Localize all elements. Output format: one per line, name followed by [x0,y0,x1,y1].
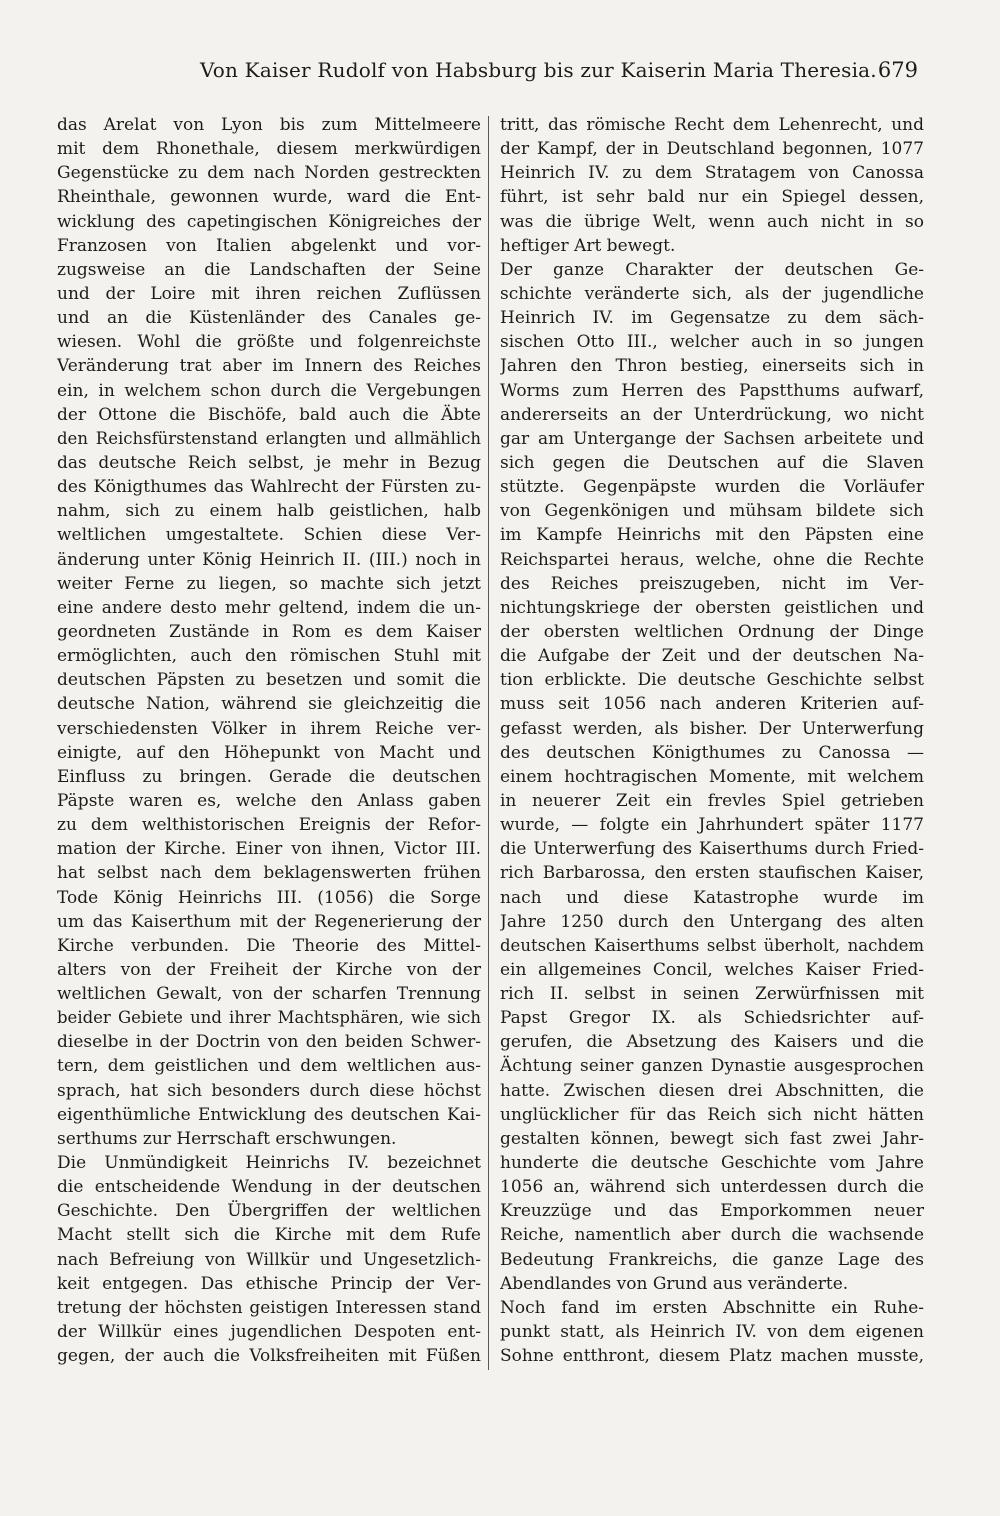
text-line: ein allgemeines Concil, welches Kaiser Fried- [500,959,924,980]
text-line: tern, dem geistlichen und dem weltlichen aus- [57,1056,481,1077]
text-line: mation der Kirche. Einer von ihnen, Victor III. [57,839,481,860]
text-line: was die übrige Welt, wenn auch nicht in so [500,211,924,232]
text-line: keit entgegen. Das ethische Princip der Ver- [57,1273,481,1294]
text-line: das deutsche Reich selbst, je mehr in Bezug [57,452,481,473]
text-line: Heinrich IV. im Gegensatze zu dem säch- [500,308,924,329]
text-line: tion erblickte. Die deutsche Geschichte selbst [500,670,924,691]
text-line: sischen Otto III., welcher auch in so jungen [500,332,924,353]
text-line: Abendlandes von Grund aus veränderte. [500,1273,849,1294]
text-line: weltlichen Gewalt, von der scharfen Trennung [57,984,481,1005]
text-line: Päpste waren es, welche den Anlass gaben [57,790,481,811]
text-line: wicklung des capetingischen Königreiches der [57,211,481,232]
text-line: änderung unter König Heinrich II. (III.) noch in [57,549,481,570]
text-line: einem hochtragischen Momente, mit welchem [500,766,924,787]
text-line: nichtungskriege der obersten geistlichen und [500,597,924,618]
text-line: sich gegen die Deutschen auf die Slaven [500,452,924,473]
text-line: mit dem Rhonethale, diesem merkwürdigen [57,139,481,160]
text-line: das Arelat von Lyon bis zum Mittelmeere [57,115,481,135]
text-line: gegen, der auch die Volksfreiheiten mit Füßen [57,1346,481,1367]
text-line: eigenthümliche Entwicklung des deutschen Kai- [57,1104,481,1125]
text-line: Franzosen von Italien abgelenkt und vor- [57,235,481,256]
text-line: alters von der Freiheit der Kirche von der [57,959,481,980]
text-line: hunderte die deutsche Geschichte vom Jahre [500,1153,924,1174]
text-line: Tode König Heinrichs III. (1056) die Sorge [57,887,481,908]
text-line: wiesen. Wohl die größte und folgenreichste [57,332,481,353]
text-line: Jahren den Thron bestieg, einerseits sich in [500,356,924,377]
text-line: Reichspartei heraus, welche, ohne die Rechte [500,549,924,570]
text-line: verschiedensten Völker in ihrem Reiche ver- [57,718,481,739]
text-line: weltlichen umgestaltete. Schien diese Ver- [57,525,481,546]
text-line: Bedeutung Frankreichs, die ganze Lage des [500,1249,924,1270]
text-line: gestalten können, bewegt sich fast zwei Jahr- [500,1128,924,1149]
text-line: Kirche verbunden. Die Theorie des Mittel- [57,935,481,956]
text-line: und der Loire mit ihren reichen Zuflüssen [57,283,481,304]
page-number: 679 [877,58,918,82]
text-line: zugsweise an die Landschaften der Seine [57,259,481,280]
text-line: Rheinthale, gewonnen wurde, ward die Ent- [57,187,481,208]
column-divider [488,116,489,1370]
text-line: Macht stellt sich die Kirche mit dem Rufe [57,1225,481,1246]
text-line: des Königthumes das Wahlrecht der Fürsten zu- [57,477,481,498]
text-line: sprach, hat sich besonders durch diese höchst [57,1080,481,1101]
text-line: in neuerer Zeit ein frevles Spiel getrieben [500,790,924,811]
text-line: tritt, das römische Recht dem Lehenrecht, und [500,115,924,135]
text-line: die Aufgabe der Zeit und der deutschen Na- [500,646,924,667]
text-line: dieselbe in der Doctrin von den beiden Schwer- [57,1032,481,1053]
text-line: rich II. selbst in seinen Zerwürfnissen mit [500,984,924,1005]
text-line: der obersten weltlichen Ordnung der Dinge [500,621,924,642]
text-line: nahm, sich zu einem halb geistlichen, halb [57,501,481,522]
text-line: serthums zur Herrschaft erschwungen. [57,1128,397,1149]
text-line: Veränderung trat aber im Innern des Reiches [57,356,481,377]
text-line: tretung der höchsten geistigen Interessen stand [57,1297,481,1318]
text-line: beider Gebiete und ihrer Machtsphären, wie sich [57,1008,481,1028]
text-line: Einfluss zu bringen. Gerade die deutschen [57,766,481,787]
text-line: unglücklicher für das Reich sich nicht hätten [500,1104,924,1125]
text-line: Geschichte. Den Übergriffen der weltlichen [57,1201,481,1222]
running-head-title: Von Kaiser Rudolf von Habsburg bis zur Kaiserin Maria Theresia. [200,58,877,82]
text-line: ermöglichten, auch den römischen Stuhl mit [57,646,481,667]
text-line: Gegenstücke zu dem nach Norden gestreckten [57,163,481,184]
text-line: punkt statt, als Heinrich IV. von dem eigenen [500,1322,924,1343]
text-line: zu dem welthistorischen Ereignis der Refor- [57,815,481,836]
text-line: eine andere desto mehr geltend, indem die un- [57,597,481,618]
text-line: hatte. Zwischen diesen drei Abschnitten, die [500,1080,924,1101]
text-line: die Unterwerfung des Kaiserthums durch Fried- [500,839,924,860]
text-line: deutschen Kaiserthums selbst überholt, nachdem [500,935,924,955]
text-line: Reiche, namentlich aber durch die wachsende [500,1225,924,1246]
text-line: deutschen Päpsten zu besetzen und somit die [57,670,481,691]
text-line: führt, ist sehr bald nur ein Spiegel dessen, [500,187,924,208]
left-text-column [57,113,481,1368]
text-line: wurde, — folgte ein Jahrhundert später 1177 [500,815,924,836]
text-line: andererseits an der Unterdrückung, wo nicht [500,404,924,425]
text-line: im Kampfe Heinrichs mit den Päpsten eine [500,525,924,546]
text-line: den Reichsfürstenstand erlangten und allmählich [57,428,481,448]
text-line: gefasst werden, als bisher. Der Unterwerfung [500,718,924,739]
text-line: Ächtung seiner ganzen Dynastie ausgesprochen [500,1056,924,1077]
text-line: Noch fand im ersten Abschnitte ein Ruhe- [500,1297,924,1318]
text-line: nach Befreiung von Willkür und Ungesetzlich- [57,1249,481,1270]
text-line: von Gegenkönigen und mühsam bildete sich [500,501,924,522]
right-text-column [500,113,924,1368]
text-line: geordneten Zustände in Rom es dem Kaiser [57,621,481,642]
text-line: Papst Gregor IX. als Schiedsrichter auf- [500,1008,924,1029]
running-head [0,58,1000,88]
text-line: Sohne entthront, diesem Platz machen musste, [500,1346,924,1367]
text-line: 1056 an, während sich unterdessen durch die [500,1177,924,1198]
text-line: hat selbst nach dem beklagenswerten frühen [57,863,481,884]
text-line: muss seit 1056 nach anderen Kriterien auf- [500,694,924,715]
text-line: des deutschen Königthumes zu Canossa — [500,742,924,763]
text-line: der Willkür eines jugendlichen Despoten ent- [57,1322,481,1343]
text-line: der Ottone die Bischöfe, bald auch die Äbte [57,404,481,425]
text-line: rich Barbarossa, den ersten staufischen Kaiser, [500,863,924,884]
text-line: schichte veränderte sich, als der jugendliche [500,283,924,304]
text-line: und an die Küstenländer des Canales ge- [57,308,481,329]
text-line: des Reiches preiszugeben, nicht im Ver- [500,573,924,594]
text-line: ein, in welchem schon durch die Vergebungen [57,380,481,401]
text-line: Jahre 1250 durch den Untergang des alten [500,911,924,932]
text-line: einigte, auf den Höhepunkt von Macht und [57,742,481,763]
text-line: stützte. Gegenpäpste wurden die Vorläufer [500,477,924,498]
text-line: Der ganze Charakter der deutschen Ge- [500,259,924,280]
text-line: weiter Ferne zu liegen, so machte sich jetzt [57,573,481,594]
text-line: die entscheidende Wendung in der deutschen [57,1177,481,1198]
text-line: Die Unmündigkeit Heinrichs IV. bezeichnet [57,1153,481,1174]
text-line: deutsche Nation, während sie gleichzeitig die [57,694,481,715]
text-line: gerufen, die Absetzung des Kaisers und die [500,1032,924,1053]
text-line: Worms zum Herren des Papstthums aufwarf, [500,380,924,401]
text-line: heftiger Art bewegt. [500,235,676,256]
text-line: der Kampf, der in Deutschland begonnen, 1077 [500,139,924,160]
text-line: um das Kaiserthum mit der Regenerierung der [57,911,481,932]
text-line: Kreuzzüge und das Emporkommen neuer [500,1201,924,1222]
text-line: nach und diese Katastrophe wurde im [500,887,924,908]
text-line: gar am Untergange der Sachsen arbeitete und [500,428,924,449]
text-line: Heinrich IV. zu dem Stratagem von Canossa [500,163,924,184]
